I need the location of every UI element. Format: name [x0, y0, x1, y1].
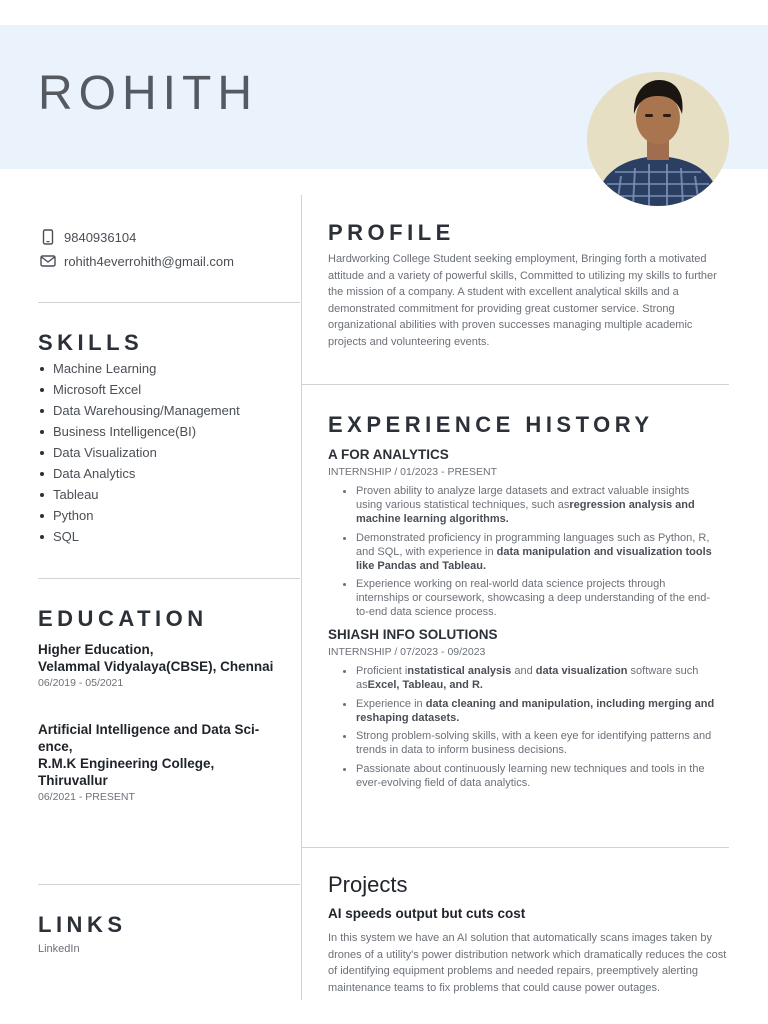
skills-list: [38, 360, 240, 549]
list-item: Demonstrated proficiency in programming languages such as Python, R, and SQL, with experience in data manipulation and visualization tools like Pandas and Tableau.: [340, 531, 716, 573]
list-item: Data Visualization: [38, 444, 240, 465]
list-item: Passionate about continuously learning new techniques and tools in the ever-evolving field of data analytics.: [340, 762, 716, 790]
experience-heading: EXPERIENCE HISTORY: [328, 412, 654, 437]
project-description: In this system we have an AI solution that automatically scans images taken by drones of a utility's power distribution network which dramatically reduces the cost of identifying equipment problems and needed repairs, preemptively alerting maintenance teams to fix problems that could cause power outages.: [328, 932, 727, 994]
column-divider: [301, 195, 302, 1000]
education-heading: EDUCATION: [38, 606, 208, 631]
education-entry: Higher Education, Velammal Vidyalaya(CBSE), Chennai 06/2019 - 05/2021: [38, 641, 293, 689]
project-title: AI speeds output but cuts cost: [328, 906, 526, 921]
contact-phone: [40, 229, 136, 245]
list-item: Data Warehousing/Management: [38, 402, 240, 423]
job-company: SHIASH INFO SOLUTIONS: [328, 627, 498, 642]
divider: [38, 302, 300, 303]
candidate-name: ROHITH: [38, 67, 258, 120]
linkedin-link[interactable]: LinkedIn: [38, 943, 80, 955]
list-item: Proficient instatistical analysis and data visualization software such asExcel, Tableau, and R.: [340, 664, 716, 692]
list-item: Tableau: [38, 486, 240, 507]
list-item: Data Analytics: [38, 465, 240, 486]
divider: [302, 384, 729, 385]
divider: [302, 847, 729, 848]
contact-email: [40, 253, 234, 269]
education-entry: Artificial Intelligence and Data Sci- ence, R.M.K Engineering College, Thiruvallur 06/2021 - PRESENT: [38, 721, 293, 803]
list-item: Microsoft Excel: [38, 381, 240, 402]
list-item: Experience in data cleaning and manipulation, including merging and reshaping datasets.: [340, 697, 716, 725]
job-bullets: [340, 484, 716, 624]
projects-heading: Projects: [328, 872, 408, 897]
profile-heading: PROFILE: [328, 220, 455, 245]
job-company: A FOR ANALYTICS: [328, 447, 449, 462]
education-date: 06/2019 - 05/2021: [38, 677, 124, 689]
list-item: SQL: [38, 528, 240, 549]
list-item: Experience working on real-world data science projects through internships or coursework, showcasing a deep understanding of the end-to-end data science process.: [340, 577, 716, 619]
phone-icon: [40, 229, 56, 245]
profile-photo: [587, 72, 729, 206]
education-date: 06/2021 - PRESENT: [38, 791, 135, 803]
divider: [38, 884, 300, 885]
links-heading: LINKS: [38, 912, 127, 937]
job-meta: INTERNSHIP / 07/2023 - 09/2023: [328, 646, 486, 658]
list-item: Python: [38, 507, 240, 528]
mail-icon: [40, 253, 56, 269]
job-meta: INTERNSHIP / 01/2023 - PRESENT: [328, 466, 498, 478]
skills-heading: SKILLS: [38, 330, 144, 355]
divider: [38, 578, 300, 579]
email-address[interactable]: rohith4everrohith@gmail.com: [64, 253, 234, 269]
job-bullets: [340, 664, 716, 794]
list-item: Strong problem-solving skills, with a keen eye for identifying patterns and trends in data to inform business decisions.: [340, 729, 716, 757]
phone-number: 9840936104: [64, 229, 137, 245]
list-item: Machine Learning: [38, 360, 240, 381]
list-item: Proven ability to analyze large datasets and extract valuable insights using various statistical techniques, such asregression analysis and machine learning algorithms.: [340, 484, 716, 526]
profile-summary: Hardworking College Student seeking employment, Bringing forth a motivated attitude and a variety of powerful skills, Committed to utilizing my skills to further the mission of a company. A student with excellent analytical skills and a demonstrated commitment for providing great customer service. Strong organizational abilities with proven successes managing multiple academic projects and volunteering events.: [328, 253, 717, 348]
list-item: Business Intelligence(BI): [38, 423, 240, 444]
